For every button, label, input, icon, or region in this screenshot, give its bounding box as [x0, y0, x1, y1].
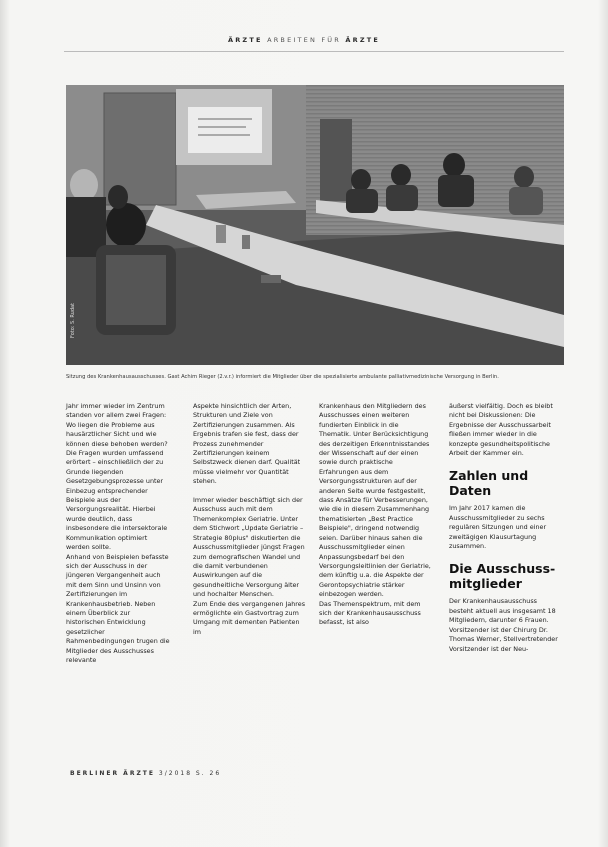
heading-ausschussmitglieder: Die Ausschuss- mitglieder — [449, 561, 556, 592]
running-head-bold-b: ÄRZTE — [345, 36, 381, 44]
running-head-bold-a: ÄRZTE — [227, 36, 263, 44]
footer-issue: 3/2018 S. 26 — [158, 770, 222, 777]
text-column-3 — [319, 402, 431, 628]
meeting-photo-graphic — [66, 85, 564, 365]
column-3-text: Krankenhaus den Mitgliedern des Ausschusses einen weiteren fundierten Einblick in die Thematik. Unter Berücksichtigung des derzeitigen Erkenntnisstandes der Wissenschaft auf der einen sowie durch praktische Erfahrungen aus dem Versorgungsstrukturen auf der anderen Seite wurde festgestellt, dass Ansätze für Verbesserungen, wie die in diesem Zusammenhang thematisierten „Best Practice Beispiele", dringend notwendig seien. Darüber hinaus sahen die Ausschussmitglieder einen Anpassungsbedarf bei den Versorgungsleitlinien der Geriatrie, dem künftig u.a. die Aspekte der Gerontopsychiatrie stärker einbezogen werden. Das Themenspektrum, mit dem sich der Krankenhausausschuss befasst, ist also — [319, 402, 431, 627]
column-4-intro: äußerst vielfältig. Doch es bleibt nicht bei Diskussionen: Die Ergebnisse der Ausschussarbeit fließen immer wieder in die konzepte gesundheitspolitische Arbeit der Kammer ein. — [449, 402, 553, 458]
heading-zahlen-und-daten: Zahlen und Daten — [449, 468, 529, 499]
text-column-2 — [193, 402, 308, 637]
header-rule — [64, 51, 564, 52]
page-footer — [70, 770, 221, 777]
meeting-photo — [66, 85, 564, 365]
running-head — [0, 36, 608, 44]
photo-credit: Foto: S. Rudat — [70, 302, 76, 338]
text-column-1 — [66, 402, 170, 665]
column-4-body-2: Der Krankenhausausschuss besteht aktuell aus insgesamt 18 Mitgliedern, darunter 6 Frauen. Vorsitzender ist der Chirurg Dr. Thomas Werner, Stellvertretender Vorsitzender ist der Neu- — [449, 597, 558, 653]
photo-caption: Sitzung des Krankenhausausschusses. Gast Achim Rieger (2.v.r.) informiert die Mitglieder über die spezialisierte ambulante palliativmedizinische Versorgung in Berlin. — [66, 374, 499, 380]
footer-journal: BERLINER ÄRZTE — [70, 770, 155, 777]
column-4-body-1: Im Jahr 2017 kamen die Ausschussmitglieder zu sechs regulären Sitzungen und einer zweitägigen Klausurtagung zusammen. — [449, 504, 547, 551]
column-2-text: Aspekte hinsichtlich der Arten, Strukturen und Ziele von Zertifizierungen zusammen. Als Ergebnis trafen sie fest, dass der Prozess zunehmender Zertifizierungen keinem Selbstzweck dienen darf. Qualität müsse vielmehr vor Quantität stehen. Immer wieder beschäftigt sich der Ausschuss auch mit dem Themenkomplex Geriatrie. Unter dem Stichwort „Update Geriatrie – Strategie 80plus" diskutierten die Ausschussmitglieder jüngst Fragen zum demografischen Wandel und die damit verbundenen Auswirkungen auf die gesundheitliche Versorgung älter und hochalter Menschen. Zum Ende des vergangenen Jahres ermöglichte ein Gastvortrag zum Umgang mit dementen Patienten im — [193, 402, 306, 636]
text-column-4 — [449, 402, 561, 654]
column-1-text: Jahr immer wieder im Zentrum standen vor allem zwei Fragen: Wo liegen die Probleme aus hausärztlicher Sicht und wie können diese behoben werden? Die Fragen wurden umfassend erörtert – einschließlich der zu Grunde liegenden Gesetzgebungsprozesse unter Einbezug entsprechender Beispiele aus der Versorgungsrealität. Hierbei wurde deutlich, dass insbesondere die intersektorale Kommunikation optimiert werden sollte. Anhand von Beispielen befasste sich der Ausschuss in der jüngeren Vergangenheit auch mit dem Sinn und Unsinn von Zertifizierungen im Krankenhausbetrieb. Neben einem Überblick zur historischen Entwicklung gesetzlicher Rahmenbedingungen trugen die Mitglieder des Ausschusses relevante — [66, 402, 170, 664]
running-head-light: ARBEITEN FÜR — [267, 36, 341, 44]
